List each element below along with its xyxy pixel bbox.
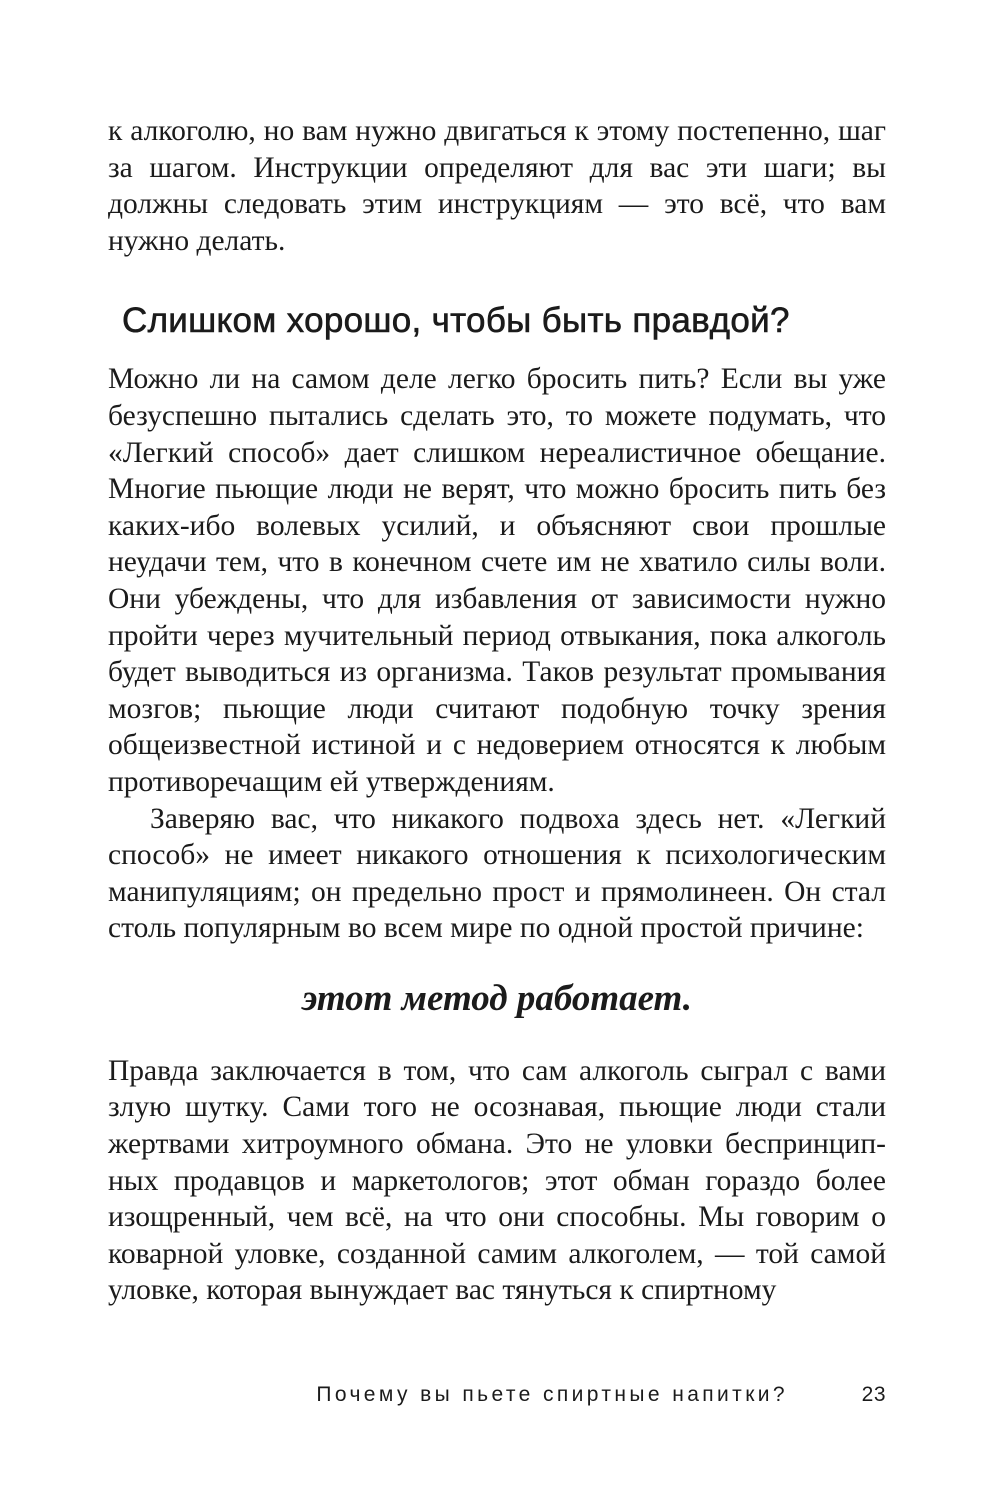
body-paragraph-3: Правда заключается в том, что сам алкоголь сыграл с вами злую шутку. Сами того не осознавая, пьющие люди стали жертвами хитроумного обмана. Это не уловки беспринципных продавцов и маркетологов; этот обман гораздо более изощренный, чем всё, на что они способны. Мы говорим о коварной уловке, созданной самим алкоголем, — той самой уловке, которая вынуждает вас тянуться к спиртному [108,1054,886,1307]
page-footer [108,1380,886,1410]
emphasis-line: этот метод работает. [301,977,693,1019]
body-paragraph-2: Заверяю вас, что никакого подвоха здесь нет. «Легкий способ» не имеет никакого отношения к психологическим манипуляциям; он предельно прост и прямолинеен. Он стал столь популярным во всем мире по одной простой причине: [108,802,886,945]
running-chapter-title: Почему вы пьете спиртные напитки? [316,1383,788,1406]
section-heading: Слишком хорошо, чтобы быть правдой? [122,301,790,341]
page-body [108,113,886,1309]
body-paragraph-1: Можно ли на самом деле легко бросить пить? Если вы уже безуспешно пытались сделать это, то можете подумать, что «Легкий способ» дает слишком нереалистичное обещание. Многие пьющие люди не верят, что можно бросить пить без каких-ибо волевых усилий, и объясняют свои прошлые неудачи тем, что в конечном счете им не хватило силы воли. Они убеждены, что для избавления от зависимости нужно пройти через мучительный период отвыкания, пока алкоголь будет выводиться из организма. Таков результат промывания мозгов; пьющие люди считают подобную точку зрения общеизвестной истиной и с недоверием относятся к любым противоречащим ей утверждениям. [108,363,886,798]
intro-paragraph: к алкоголю, но вам нужно двигаться к этому постепенно, шаг за шагом. Инструкции определяют для вас эти шаги; вы должны следовать этим инструкциям — это всё, что вам нужно делать. [108,115,886,257]
page-number: 23 [861,1383,886,1406]
